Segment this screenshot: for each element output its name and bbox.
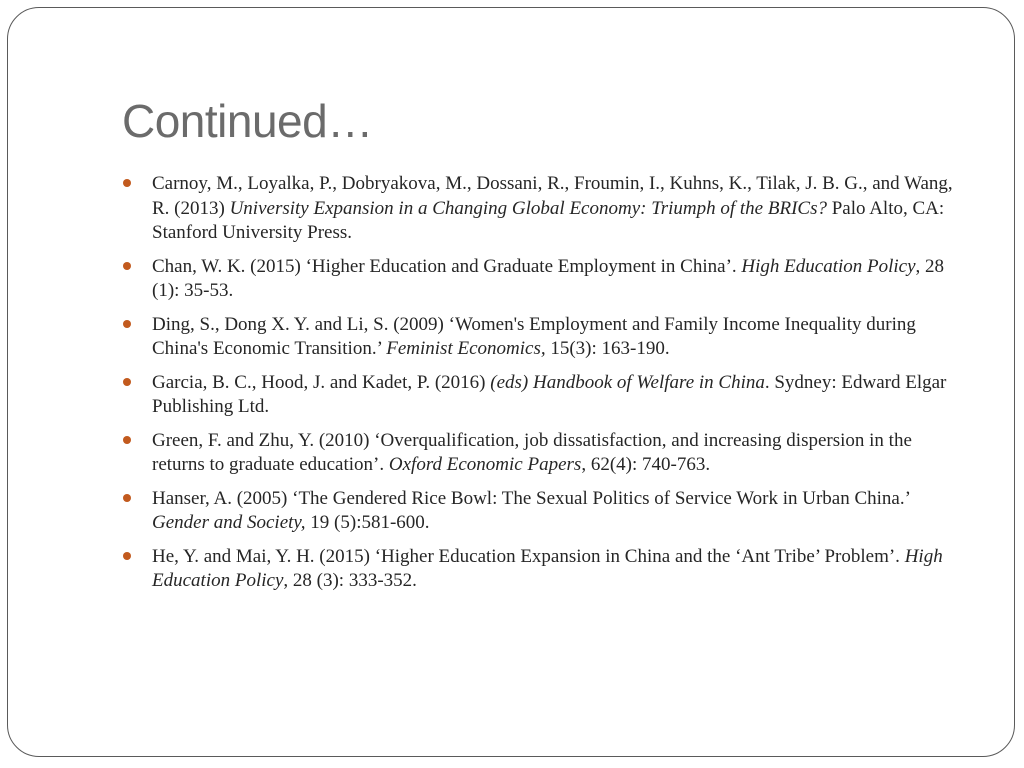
bullet-icon: [123, 179, 131, 187]
slide-title: Continued…: [122, 95, 373, 147]
bullet-icon: [123, 262, 131, 270]
slide-frame: [7, 7, 1015, 757]
reference-text: He, Y. and Mai, Y. H. (2015) ‘Higher Education Expansion in China and the ‘Ant Tribe’ Problem’.: [152, 545, 905, 567]
reference-text: 15(3): 163-190.: [545, 338, 670, 359]
reference-title: University Expansion in a Changing Global Economy: Triumph of the BRICs?: [229, 197, 827, 219]
reference-text: Chan, W. K. (2015) ‘Higher Education and Graduate Employment in China’.: [152, 255, 742, 277]
reference-text: , 28 (1): 35-53.: [152, 255, 945, 301]
bullet-icon: [123, 378, 131, 386]
reference-text: . Sydney: Edward Elgar Publishing Ltd.: [152, 371, 947, 417]
reference-title: High Education Policy: [152, 545, 943, 591]
reference-title: Gender and Society,: [152, 512, 306, 533]
reference-text: Carnoy, M., Loyalka, P., Dobryakova, M., Dossani, R., Froumin, I., Kuhns, K., Tilak, J. B. G., and Wang, R. (2013): [152, 173, 953, 219]
reference-item: [118, 429, 968, 478]
reference-text: Hanser, A. (2005) ‘The Gendered Rice Bowl: The Sexual Politics of Service Work in Urban China.’: [152, 487, 910, 509]
reference-title: Feminist Economics,: [386, 338, 546, 359]
bullet-icon: [123, 552, 131, 560]
reference-item: [118, 255, 968, 304]
reference-text: Ding, S., Dong X. Y. and Li, S. (2009) ‘Women's Employment and Family Income Inequality during China's Economic Transition.’: [152, 313, 916, 359]
reference-title: High Education Policy: [741, 255, 916, 277]
reference-text: , 28 (3): 333-352.: [283, 570, 417, 591]
bullet-icon: [123, 436, 131, 444]
reference-text: 19 (5):581-600.: [305, 512, 430, 533]
reference-title: Oxford Economic Papers: [388, 454, 582, 475]
reference-text: , 62(4): 740-763.: [581, 454, 711, 475]
bullet-icon: [123, 494, 131, 502]
reference-list: [118, 172, 968, 603]
reference-item: [118, 313, 968, 362]
reference-item: [118, 172, 968, 246]
reference-item: [118, 371, 968, 420]
reference-text: Palo Alto, CA: Stanford University Press.: [152, 197, 945, 243]
reference-title: (eds) Handbook of Welfare in China: [490, 371, 765, 393]
reference-text: Green, F. and Zhu, Y. (2010) ‘Overqualification, job dissatisfaction, and increasing dispersion in the returns to graduate education’.: [152, 429, 912, 475]
reference-item: [118, 545, 968, 594]
reference-item: [118, 487, 968, 536]
reference-text: Garcia, B. C., Hood, J. and Kadet, P. (2016): [152, 371, 491, 393]
bullet-icon: [123, 320, 131, 328]
